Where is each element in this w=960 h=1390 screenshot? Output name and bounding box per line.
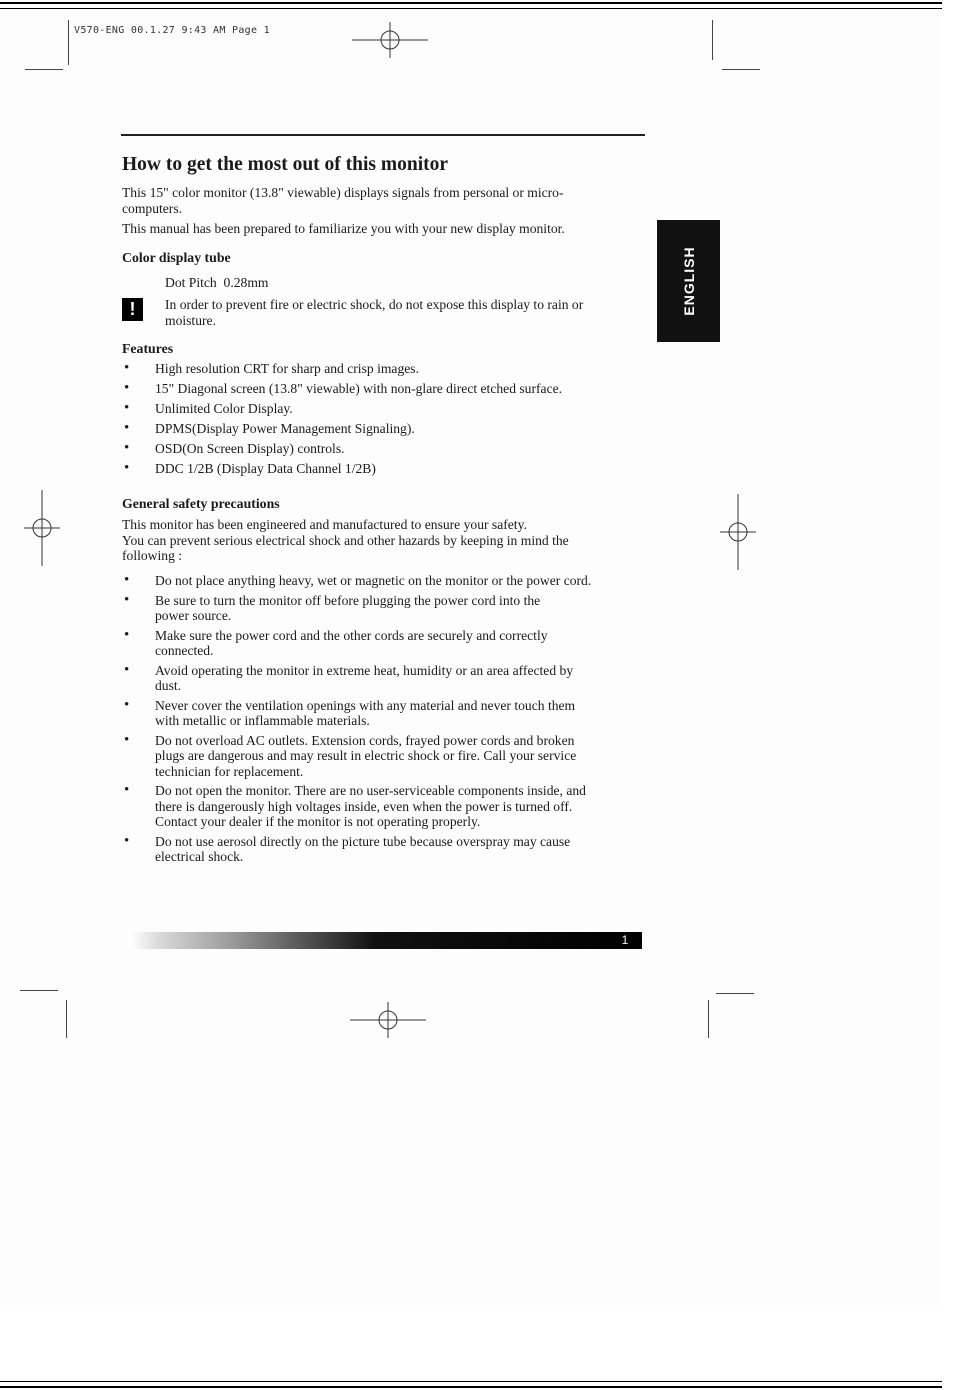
features-heading: Features	[122, 341, 174, 356]
crop-mark-tr-v	[712, 20, 713, 60]
list-item-line: with metallic or inflammable materials.	[155, 713, 370, 728]
list-item-line: • Never cover the ventilation openings with any material and never touch them	[155, 697, 576, 713]
list-item-line: Contact your dealer if the monitor is not operating properly.	[155, 814, 481, 829]
list-item-line: power source.	[155, 608, 232, 623]
printer-slug: V570-ENG 00.1.27 9:43 AM Page 1	[74, 25, 270, 36]
list-item-line: • Make sure the power cord and the other cords are securely and correctly	[155, 627, 548, 643]
top-border-rule	[0, 2, 942, 4]
warning-line: In order to prevent fire or electric shock, do not expose this display to rain or	[165, 297, 584, 312]
registration-mark-left-icon	[20, 490, 64, 566]
page-title: How to get the most out of this monitor	[122, 154, 449, 175]
crop-mark-tl-v	[68, 20, 69, 65]
crop-mark-tl-h	[25, 69, 63, 70]
list-item-line: connected.	[155, 643, 214, 658]
list-item: • High resolution CRT for sharp and crisp images.	[122, 361, 642, 377]
language-tab	[657, 220, 720, 342]
footer-bar	[130, 932, 642, 949]
safety-intro-line: You can prevent serious electrical shock and other hazards by keeping in mind the	[122, 532, 569, 548]
top-border-rule-thin	[0, 8, 942, 9]
safety-heading: General safety precautions	[122, 496, 280, 511]
dot-pitch: Dot Pitch 0.28mm	[165, 275, 269, 290]
registration-mark-right-icon	[716, 494, 760, 570]
list-item	[122, 834, 647, 865]
features-list	[122, 361, 642, 477]
list-item: • Unlimited Color Display.	[122, 401, 642, 417]
list-item	[122, 628, 647, 659]
safety-intro-line: This monitor has been engineered and manufactured to ensure your safety.	[122, 517, 527, 532]
warning-text	[165, 297, 645, 328]
intro-line: This 15" color monitor (13.8" viewable) displays signals from personal or micro-	[122, 185, 564, 200]
intro-paragraph-2: This manual has been prepared to familiarize you with your new display monitor.	[122, 221, 565, 236]
color-tube-heading: Color display tube	[122, 250, 231, 265]
registration-mark-top-icon	[352, 18, 428, 62]
list-item	[122, 698, 647, 729]
list-item-line: electrical shock.	[155, 849, 244, 864]
language-tab-label: ENGLISH	[680, 246, 697, 316]
warning-line: moisture.	[165, 312, 216, 328]
list-item: • DDC 1/2B (Display Data Channel 1/2B)	[122, 461, 642, 477]
list-item-line: • Avoid operating the monitor in extreme heat, humidity or an area affected by	[155, 662, 574, 678]
crop-mark-bl-h	[20, 990, 58, 991]
list-item: • DPMS(Display Power Management Signaling).	[122, 421, 642, 437]
section-top-rule	[121, 134, 645, 136]
list-item	[122, 593, 647, 624]
list-item-line: • Do not use aerosol directly on the picture tube because overspray may cause	[155, 833, 571, 849]
bottom-border-rule	[0, 1386, 942, 1388]
bottom-border-rule-thin	[0, 1381, 942, 1382]
list-item	[122, 783, 647, 830]
safety-list	[122, 573, 647, 865]
crop-mark-bl-v	[66, 1000, 67, 1038]
registration-mark-bottom-icon	[350, 998, 426, 1042]
list-item-line: • Do not open the monitor. There are no user-serviceable components inside, and	[155, 783, 586, 798]
crop-mark-br-v	[708, 1000, 709, 1038]
crop-mark-tr-h	[722, 69, 760, 70]
list-item-line: there is dangerously high voltages inside, even when the power is turned off.	[155, 798, 573, 814]
list-item: • 15" Diagonal screen (13.8" viewable) with non-glare direct etched surface.	[122, 381, 642, 397]
safety-intro-line: following :	[122, 548, 183, 563]
list-item-line: • Be sure to turn the monitor off before plugging the power cord into the	[155, 592, 541, 608]
list-item	[122, 573, 647, 589]
safety-intro	[122, 517, 642, 564]
list-item-line: dust.	[155, 678, 182, 693]
intro-line: computers.	[122, 200, 183, 216]
list-item	[122, 663, 647, 694]
list-item	[122, 733, 647, 780]
list-item: • OSD(On Screen Display) controls.	[122, 441, 642, 457]
list-item-line: plugs are dangerous and may result in electric shock or fire. Call your service	[155, 748, 577, 763]
list-item-line: • Do not place anything heavy, wet or magnetic on the monitor or the power cord.	[155, 573, 592, 588]
list-item-line: technician for replacement.	[155, 763, 304, 779]
crop-mark-br-h	[716, 993, 754, 994]
page-number: 1	[621, 933, 629, 947]
intro-paragraph-1	[122, 185, 642, 216]
list-item-line: • Do not overload AC outlets. Extension cords, frayed power cords and broken	[155, 732, 575, 748]
warning-icon: !	[122, 298, 143, 321]
